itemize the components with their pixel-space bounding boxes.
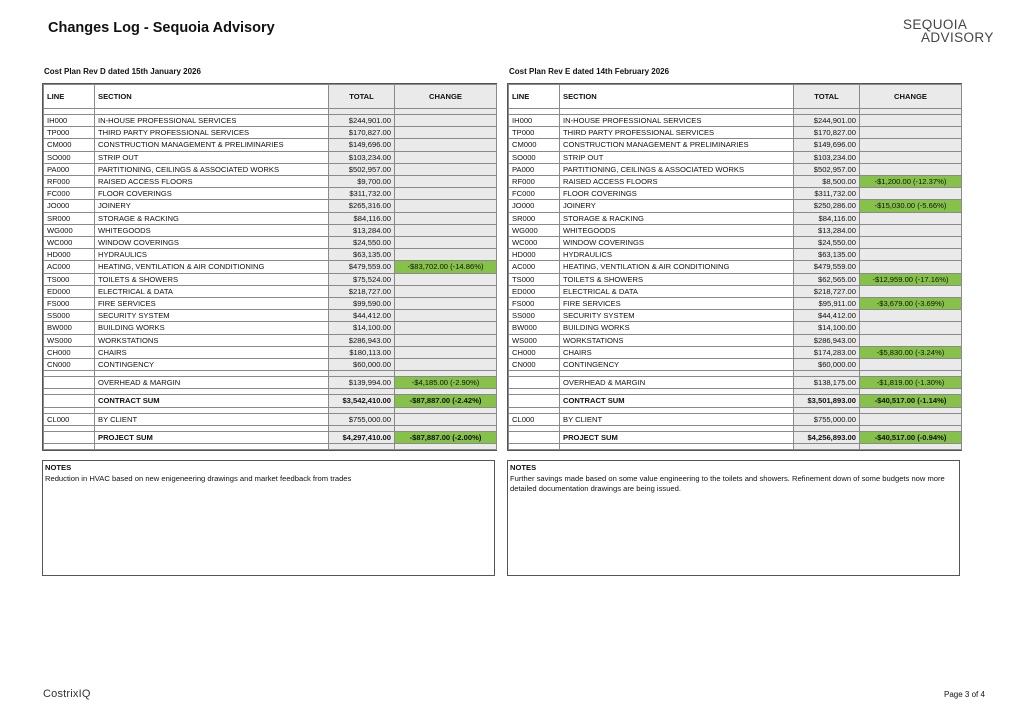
change-value: -$40,517.00 (-1.14%) bbox=[860, 395, 962, 407]
spacer-row bbox=[509, 444, 962, 450]
section-name: CONSTRUCTION MANAGEMENT & PRELIMINARIES bbox=[95, 139, 329, 151]
total-value: $149,696.00 bbox=[794, 139, 860, 151]
change-value: -$83,702.00 (-14.86%) bbox=[395, 261, 497, 273]
change-value bbox=[860, 322, 962, 334]
change-value bbox=[860, 212, 962, 224]
line-code: CN000 bbox=[509, 359, 560, 371]
right-table-body bbox=[509, 85, 962, 450]
line-code: SO000 bbox=[44, 151, 95, 163]
table-row bbox=[509, 261, 962, 273]
col-header-change: CHANGE bbox=[395, 85, 497, 109]
col-header-section: SECTION bbox=[95, 85, 329, 109]
line-code: BW000 bbox=[44, 322, 95, 334]
line-code: FS000 bbox=[44, 298, 95, 310]
line-code: IH000 bbox=[509, 115, 560, 127]
table-row bbox=[44, 261, 497, 273]
section-name: TOILETS & SHOWERS bbox=[95, 273, 329, 285]
spacer-cell bbox=[509, 444, 560, 450]
table-row bbox=[44, 298, 497, 310]
change-value bbox=[395, 285, 497, 297]
line-code bbox=[509, 377, 560, 389]
line-code: CH000 bbox=[44, 346, 95, 358]
line-code: PA000 bbox=[44, 163, 95, 175]
section-name: STORAGE & RACKING bbox=[95, 212, 329, 224]
section-name: FLOOR COVERINGS bbox=[560, 188, 794, 200]
table-row bbox=[44, 249, 497, 261]
section-name: PROJECT SUM bbox=[560, 431, 794, 443]
change-value bbox=[860, 188, 962, 200]
table-row bbox=[44, 273, 497, 285]
change-value bbox=[395, 188, 497, 200]
total-value: $250,286.00 bbox=[794, 200, 860, 212]
logo-line-2: ADVISORY bbox=[921, 30, 994, 45]
spacer-cell bbox=[794, 444, 860, 450]
spacer-cell bbox=[95, 444, 329, 450]
section-name: WHITEGOODS bbox=[560, 224, 794, 236]
change-value: -$1,200.00 (-12.37%) bbox=[860, 176, 962, 188]
section-name: IN-HOUSE PROFESSIONAL SERVICES bbox=[560, 115, 794, 127]
table-row bbox=[44, 322, 497, 334]
total-value: $44,412.00 bbox=[794, 310, 860, 322]
total-value: $9,700.00 bbox=[329, 176, 395, 188]
total-value: $170,827.00 bbox=[794, 127, 860, 139]
right-notes-box bbox=[507, 460, 960, 576]
notes-label: NOTES bbox=[45, 463, 72, 472]
table-row bbox=[509, 151, 962, 163]
total-value: $60,000.00 bbox=[794, 359, 860, 371]
section-name: HEATING, VENTILATION & AIR CONDITIONING bbox=[560, 261, 794, 273]
table-row bbox=[509, 413, 962, 425]
line-code: CL000 bbox=[44, 413, 95, 425]
line-code: JO000 bbox=[44, 200, 95, 212]
total-value: $244,901.00 bbox=[794, 115, 860, 127]
table-row bbox=[44, 395, 497, 407]
section-name: CONTINGENCY bbox=[95, 359, 329, 371]
section-name: CONSTRUCTION MANAGEMENT & PRELIMINARIES bbox=[560, 139, 794, 151]
table-row bbox=[44, 200, 497, 212]
total-value: $103,234.00 bbox=[794, 151, 860, 163]
section-name: OVERHEAD & MARGIN bbox=[560, 377, 794, 389]
change-value: -$5,830.00 (-3.24%) bbox=[860, 346, 962, 358]
change-value bbox=[395, 249, 497, 261]
left-caption: Cost Plan Rev D dated 15th January 2026 bbox=[44, 67, 201, 76]
total-value: $103,234.00 bbox=[329, 151, 395, 163]
total-value: $14,100.00 bbox=[794, 322, 860, 334]
col-header-change: CHANGE bbox=[860, 85, 962, 109]
total-value: $479,559.00 bbox=[329, 261, 395, 273]
spacer-cell bbox=[395, 444, 497, 450]
table-row bbox=[509, 115, 962, 127]
total-value: $218,727.00 bbox=[329, 285, 395, 297]
line-code: JO000 bbox=[509, 200, 560, 212]
change-value bbox=[860, 261, 962, 273]
total-value: $60,000.00 bbox=[329, 359, 395, 371]
spacer-cell bbox=[44, 444, 95, 450]
line-code: BW000 bbox=[509, 322, 560, 334]
line-code: RF000 bbox=[509, 176, 560, 188]
change-value bbox=[395, 212, 497, 224]
table-row bbox=[44, 212, 497, 224]
spacer-cell bbox=[329, 444, 395, 450]
line-code: TP000 bbox=[509, 127, 560, 139]
section-name: CHAIRS bbox=[95, 346, 329, 358]
line-code: CN000 bbox=[44, 359, 95, 371]
total-value: $138,175.00 bbox=[794, 377, 860, 389]
line-code: IH000 bbox=[44, 115, 95, 127]
spacer-cell bbox=[560, 444, 794, 450]
line-code: HD000 bbox=[44, 249, 95, 261]
table-row bbox=[44, 127, 497, 139]
section-name: SECURITY SYSTEM bbox=[560, 310, 794, 322]
section-name: FLOOR COVERINGS bbox=[95, 188, 329, 200]
table-row bbox=[509, 212, 962, 224]
change-value: -$4,185.00 (-2.90%) bbox=[395, 377, 497, 389]
line-code: FC000 bbox=[509, 188, 560, 200]
table-row bbox=[44, 377, 497, 389]
line-code: CM000 bbox=[44, 139, 95, 151]
line-code: FS000 bbox=[509, 298, 560, 310]
line-code: WG000 bbox=[509, 224, 560, 236]
change-value bbox=[395, 346, 497, 358]
line-code: CM000 bbox=[509, 139, 560, 151]
table-row bbox=[509, 359, 962, 371]
change-value bbox=[860, 310, 962, 322]
total-value: $3,542,410.00 bbox=[329, 395, 395, 407]
total-value: $4,256,893.00 bbox=[794, 431, 860, 443]
line-code: RF000 bbox=[44, 176, 95, 188]
table-row bbox=[44, 334, 497, 346]
change-value bbox=[395, 413, 497, 425]
change-value bbox=[860, 237, 962, 249]
total-value: $62,565.00 bbox=[794, 273, 860, 285]
line-code: SR000 bbox=[509, 212, 560, 224]
change-value bbox=[395, 334, 497, 346]
total-value: $13,284.00 bbox=[794, 224, 860, 236]
section-name: ELECTRICAL & DATA bbox=[560, 285, 794, 297]
section-name: HYDRAULICS bbox=[560, 249, 794, 261]
change-value bbox=[395, 127, 497, 139]
change-value bbox=[395, 359, 497, 371]
left-notes-box bbox=[42, 460, 495, 576]
total-value: $180,113.00 bbox=[329, 346, 395, 358]
table-row bbox=[509, 176, 962, 188]
section-name: ELECTRICAL & DATA bbox=[95, 285, 329, 297]
section-name: CONTRACT SUM bbox=[95, 395, 329, 407]
table-row bbox=[44, 285, 497, 297]
change-value bbox=[395, 237, 497, 249]
change-value bbox=[395, 298, 497, 310]
section-name: TOILETS & SHOWERS bbox=[560, 273, 794, 285]
table-row bbox=[509, 395, 962, 407]
section-name: PARTITIONING, CEILINGS & ASSOCIATED WORKS bbox=[95, 163, 329, 175]
change-value bbox=[395, 163, 497, 175]
section-name: JOINERY bbox=[560, 200, 794, 212]
total-value: $218,727.00 bbox=[794, 285, 860, 297]
right-caption: Cost Plan Rev E dated 14th February 2026 bbox=[509, 67, 670, 76]
col-header-total: TOTAL bbox=[329, 85, 395, 109]
change-value bbox=[395, 200, 497, 212]
change-value: -$87,887.00 (-2.42%) bbox=[395, 395, 497, 407]
total-value: $95,911.00 bbox=[794, 298, 860, 310]
change-value bbox=[395, 310, 497, 322]
section-name: FIRE SERVICES bbox=[560, 298, 794, 310]
section-name: WINDOW COVERINGS bbox=[95, 237, 329, 249]
change-value bbox=[860, 127, 962, 139]
total-value: $265,316.00 bbox=[329, 200, 395, 212]
table-row bbox=[509, 200, 962, 212]
left-cost-table bbox=[42, 83, 497, 451]
table-row bbox=[509, 188, 962, 200]
total-value: $311,732.00 bbox=[794, 188, 860, 200]
table-row bbox=[44, 431, 497, 443]
total-value: $502,957.00 bbox=[329, 163, 395, 175]
col-header-section: SECTION bbox=[560, 85, 794, 109]
line-code: WC000 bbox=[44, 237, 95, 249]
section-name: WHITEGOODS bbox=[95, 224, 329, 236]
change-value bbox=[395, 139, 497, 151]
line-code: TP000 bbox=[44, 127, 95, 139]
change-value bbox=[395, 176, 497, 188]
section-name: RAISED ACCESS FLOORS bbox=[95, 176, 329, 188]
line-code: HD000 bbox=[509, 249, 560, 261]
line-code: WS000 bbox=[44, 334, 95, 346]
line-code: WC000 bbox=[509, 237, 560, 249]
total-value: $13,284.00 bbox=[329, 224, 395, 236]
change-value: -$1,819.00 (-1.30%) bbox=[860, 377, 962, 389]
line-code bbox=[44, 431, 95, 443]
section-name: JOINERY bbox=[95, 200, 329, 212]
change-value bbox=[860, 224, 962, 236]
table-row bbox=[509, 249, 962, 261]
change-value: -$3,679.00 (-3.69%) bbox=[860, 298, 962, 310]
left-table-body bbox=[44, 85, 497, 450]
total-value: $286,943.00 bbox=[329, 334, 395, 346]
total-value: $479,559.00 bbox=[794, 261, 860, 273]
section-name: STRIP OUT bbox=[560, 151, 794, 163]
line-code: AC000 bbox=[44, 261, 95, 273]
total-value: $4,297,410.00 bbox=[329, 431, 395, 443]
table-row bbox=[509, 377, 962, 389]
total-value: $3,501,893.00 bbox=[794, 395, 860, 407]
table-row bbox=[509, 431, 962, 443]
section-name: PARTITIONING, CEILINGS & ASSOCIATED WORKS bbox=[560, 163, 794, 175]
change-value bbox=[395, 151, 497, 163]
total-value: $8,500.00 bbox=[794, 176, 860, 188]
change-value bbox=[860, 139, 962, 151]
notes-text: Reduction in HVAC based on new enigeneering drawings and market feedback from trades bbox=[45, 474, 352, 483]
change-value bbox=[860, 163, 962, 175]
section-name: THIRD PARTY PROFESSIONAL SERVICES bbox=[95, 127, 329, 139]
total-value: $149,696.00 bbox=[329, 139, 395, 151]
costrix-brand: CostrixIQ bbox=[43, 688, 91, 700]
total-value: $286,943.00 bbox=[794, 334, 860, 346]
total-value: $244,901.00 bbox=[329, 115, 395, 127]
section-name: BUILDING WORKS bbox=[95, 322, 329, 334]
change-value bbox=[860, 115, 962, 127]
section-name: FIRE SERVICES bbox=[95, 298, 329, 310]
change-value bbox=[860, 285, 962, 297]
header-row bbox=[44, 85, 497, 109]
section-name: CONTRACT SUM bbox=[560, 395, 794, 407]
section-name: PROJECT SUM bbox=[95, 431, 329, 443]
line-code: SO000 bbox=[509, 151, 560, 163]
line-code: ED000 bbox=[509, 285, 560, 297]
table-row bbox=[509, 285, 962, 297]
line-code: FC000 bbox=[44, 188, 95, 200]
table-row bbox=[509, 163, 962, 175]
change-value bbox=[860, 413, 962, 425]
line-code: SS000 bbox=[44, 310, 95, 322]
table-row bbox=[509, 346, 962, 358]
line-code bbox=[44, 377, 95, 389]
section-name: STRIP OUT bbox=[95, 151, 329, 163]
total-value: $755,000.00 bbox=[794, 413, 860, 425]
table-row bbox=[509, 298, 962, 310]
table-row bbox=[44, 163, 497, 175]
table-row bbox=[44, 176, 497, 188]
total-value: $44,412.00 bbox=[329, 310, 395, 322]
total-value: $99,590.00 bbox=[329, 298, 395, 310]
total-value: $84,116.00 bbox=[794, 212, 860, 224]
table-row bbox=[509, 334, 962, 346]
table-row bbox=[509, 224, 962, 236]
section-name: WORKSTATIONS bbox=[560, 334, 794, 346]
table-row bbox=[509, 139, 962, 151]
line-code bbox=[44, 395, 95, 407]
section-name: BY CLIENT bbox=[95, 413, 329, 425]
total-value: $174,283.00 bbox=[794, 346, 860, 358]
change-value bbox=[395, 273, 497, 285]
line-code: WG000 bbox=[44, 224, 95, 236]
section-name: CONTINGENCY bbox=[560, 359, 794, 371]
line-code: SR000 bbox=[44, 212, 95, 224]
section-name: BY CLIENT bbox=[560, 413, 794, 425]
section-name: SECURITY SYSTEM bbox=[95, 310, 329, 322]
header-row bbox=[509, 85, 962, 109]
section-name: OVERHEAD & MARGIN bbox=[95, 377, 329, 389]
total-value: $502,957.00 bbox=[794, 163, 860, 175]
table-row bbox=[44, 151, 497, 163]
change-value bbox=[860, 249, 962, 261]
total-value: $24,550.00 bbox=[329, 237, 395, 249]
section-name: STORAGE & RACKING bbox=[560, 212, 794, 224]
change-value bbox=[860, 359, 962, 371]
change-value bbox=[860, 151, 962, 163]
total-value: $24,550.00 bbox=[794, 237, 860, 249]
total-value: $311,732.00 bbox=[329, 188, 395, 200]
change-value: -$87,887.00 (-2.00%) bbox=[395, 431, 497, 443]
table-row bbox=[44, 188, 497, 200]
change-value bbox=[860, 334, 962, 346]
section-name: WINDOW COVERINGS bbox=[560, 237, 794, 249]
table-row bbox=[44, 359, 497, 371]
right-cost-table bbox=[507, 83, 962, 451]
change-value bbox=[395, 115, 497, 127]
page-number: Page 3 of 4 bbox=[944, 690, 985, 699]
change-value: -$12,959.00 (-17.16%) bbox=[860, 273, 962, 285]
line-code: TS000 bbox=[509, 273, 560, 285]
table-row bbox=[44, 224, 497, 236]
line-code: CL000 bbox=[509, 413, 560, 425]
section-name: HYDRAULICS bbox=[95, 249, 329, 261]
table-row bbox=[44, 413, 497, 425]
change-value bbox=[395, 224, 497, 236]
col-header-line: LINE bbox=[44, 85, 95, 109]
total-value: $75,524.00 bbox=[329, 273, 395, 285]
total-value: $755,000.00 bbox=[329, 413, 395, 425]
sequoia-logo bbox=[903, 17, 994, 45]
section-name: RAISED ACCESS FLOORS bbox=[560, 176, 794, 188]
line-code: TS000 bbox=[44, 273, 95, 285]
section-name: WORKSTATIONS bbox=[95, 334, 329, 346]
notes-text: Further savings made based on some value engineering to the toilets and showers. Refinement down of some budgets now more detailed documentation drawings are being issued. bbox=[510, 474, 945, 493]
table-row bbox=[44, 139, 497, 151]
line-code: AC000 bbox=[509, 261, 560, 273]
section-name: IN-HOUSE PROFESSIONAL SERVICES bbox=[95, 115, 329, 127]
table-row bbox=[509, 310, 962, 322]
change-value: -$15,030.00 (-5.66%) bbox=[860, 200, 962, 212]
col-header-line: LINE bbox=[509, 85, 560, 109]
section-name: CHAIRS bbox=[560, 346, 794, 358]
line-code: CH000 bbox=[509, 346, 560, 358]
line-code: PA000 bbox=[509, 163, 560, 175]
line-code: WS000 bbox=[509, 334, 560, 346]
total-value: $84,116.00 bbox=[329, 212, 395, 224]
change-value: -$40,517.00 (-0.94%) bbox=[860, 431, 962, 443]
table-row bbox=[44, 237, 497, 249]
total-value: $63,135.00 bbox=[329, 249, 395, 261]
total-value: $14,100.00 bbox=[329, 322, 395, 334]
line-code bbox=[509, 431, 560, 443]
page-title: Changes Log - Sequoia Advisory bbox=[48, 20, 275, 36]
section-name: HEATING, VENTILATION & AIR CONDITIONING bbox=[95, 261, 329, 273]
section-name: THIRD PARTY PROFESSIONAL SERVICES bbox=[560, 127, 794, 139]
section-name: BUILDING WORKS bbox=[560, 322, 794, 334]
total-value: $63,135.00 bbox=[794, 249, 860, 261]
spacer-cell bbox=[860, 444, 962, 450]
table-row bbox=[509, 273, 962, 285]
total-value: $139,994.00 bbox=[329, 377, 395, 389]
table-row bbox=[44, 115, 497, 127]
line-code: ED000 bbox=[44, 285, 95, 297]
line-code: SS000 bbox=[509, 310, 560, 322]
spacer-row bbox=[44, 444, 497, 450]
col-header-total: TOTAL bbox=[794, 85, 860, 109]
table-row bbox=[44, 310, 497, 322]
total-value: $170,827.00 bbox=[329, 127, 395, 139]
notes-label: NOTES bbox=[510, 463, 537, 472]
table-row bbox=[509, 237, 962, 249]
table-row bbox=[509, 322, 962, 334]
line-code bbox=[509, 395, 560, 407]
change-value bbox=[395, 322, 497, 334]
table-row bbox=[509, 127, 962, 139]
table-row bbox=[44, 346, 497, 358]
logo-line-1: SEQUOIA bbox=[903, 17, 968, 32]
